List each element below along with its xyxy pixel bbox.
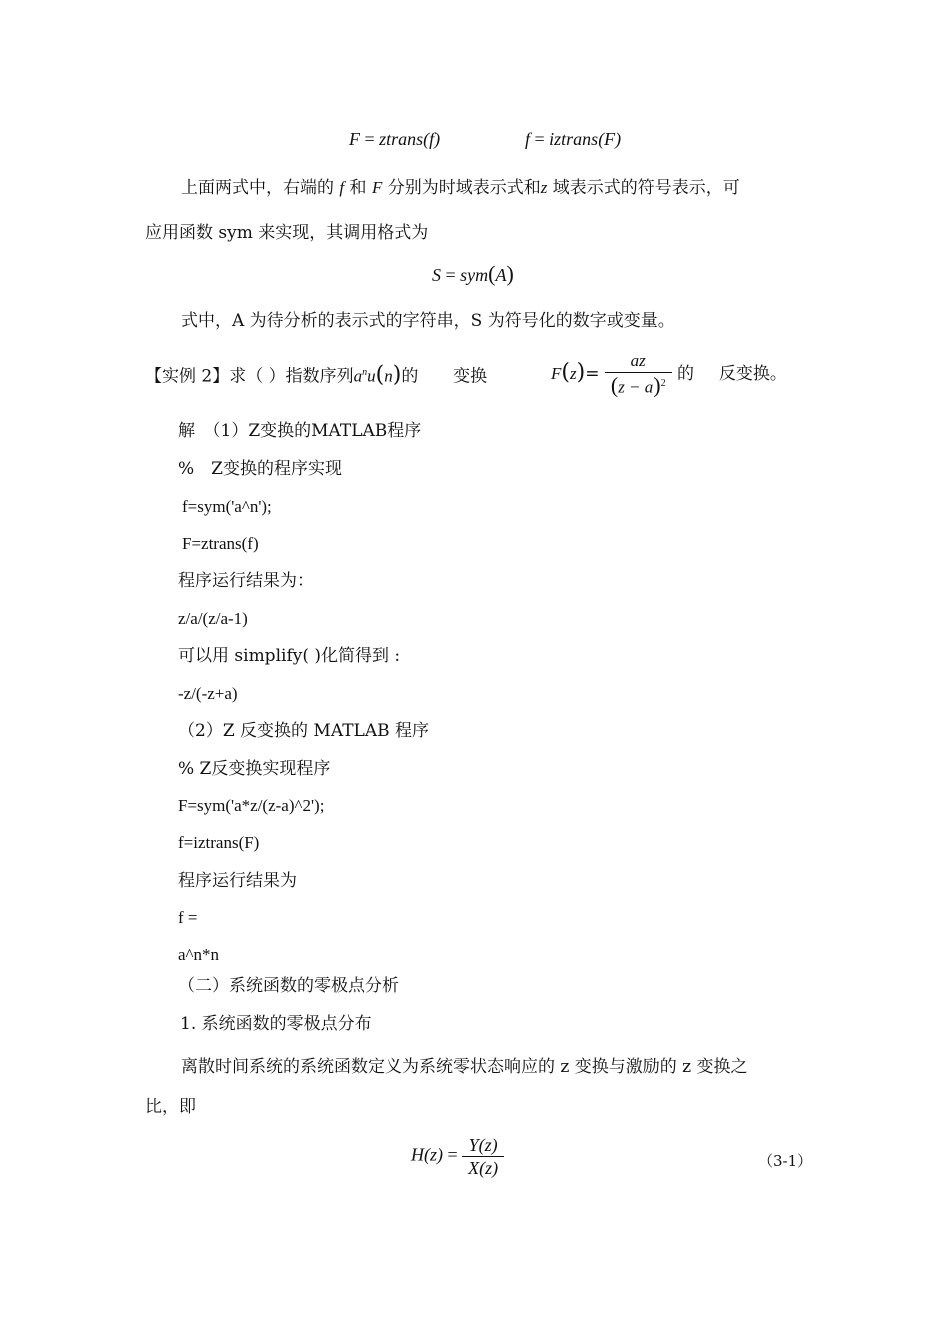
- result-label: 程序运行结果为：: [178, 571, 314, 591]
- code-output: -z/(-z+a): [178, 684, 238, 703]
- simplify-note: 可以用 simplify( )化简得到 :: [178, 646, 401, 666]
- code-line: F=ztrans(f): [182, 534, 259, 553]
- code-output: z/a/(z/a-1): [178, 609, 248, 628]
- example-2-heading: 【实例 2】求（ ）指数序列$a^nu(n)$的 变换: [145, 362, 488, 388]
- code-line: F=sym('a*z/(z-a)^2');: [178, 796, 325, 815]
- formula-sym: S = sym(A): [432, 261, 514, 286]
- code-comment-ztrans: % Z变换的程序实现: [178, 459, 342, 479]
- code-line: f=sym('a^n');: [182, 497, 272, 516]
- solution-step-2: （2）Z 反变换的 MATLAB 程序: [178, 721, 429, 741]
- paragraph-system-function-line2: 比，即: [145, 1097, 196, 1117]
- code-output: f =: [178, 908, 198, 927]
- paragraph-system-function: 离散时间系统的系统函数定义为系统零状态响应的 z 变换与激励的 z 变换之: [181, 1057, 748, 1077]
- code-line: f=iztrans(F): [178, 833, 260, 852]
- result-label: 程序运行结果为: [178, 871, 297, 891]
- formula-system-function: H(z) = $\frac{Y(z)}{X(z)}$: [411, 1134, 504, 1179]
- paragraph-sym-explain: 式中，A 为待分析的表示式的字符串，S 为符号化的数字或变量。: [181, 311, 675, 331]
- paragraph-symbol-intro-line2: 应用函数 sym 来实现，其调用格式为: [145, 223, 429, 243]
- solution-step-1: 解 （1）Z变换的MATLAB程序: [178, 421, 422, 441]
- subsection-heading: 1. 系统函数的零极点分布: [180, 1014, 372, 1034]
- paragraph-symbol-intro: 上面两式中，右端的 f 和 F 分别为时域表示式和z 域表示式的符号表示，可: [181, 178, 740, 198]
- code-comment-iztrans: % Z反变换实现程序: [178, 759, 331, 779]
- code-output: a^n*n: [178, 945, 220, 964]
- formula-iztrans: f = iztrans(F): [525, 129, 622, 149]
- example-2-formula: F(z)= $\frac{az}{(z - a)^2}$ 的 反变换。: [551, 351, 787, 398]
- equation-number: （3-1）: [758, 1152, 813, 1170]
- section-heading-pole-zero: （二）系统函数的零极点分析: [178, 976, 399, 996]
- formula-ztrans: F = ztrans(f): [349, 129, 441, 149]
